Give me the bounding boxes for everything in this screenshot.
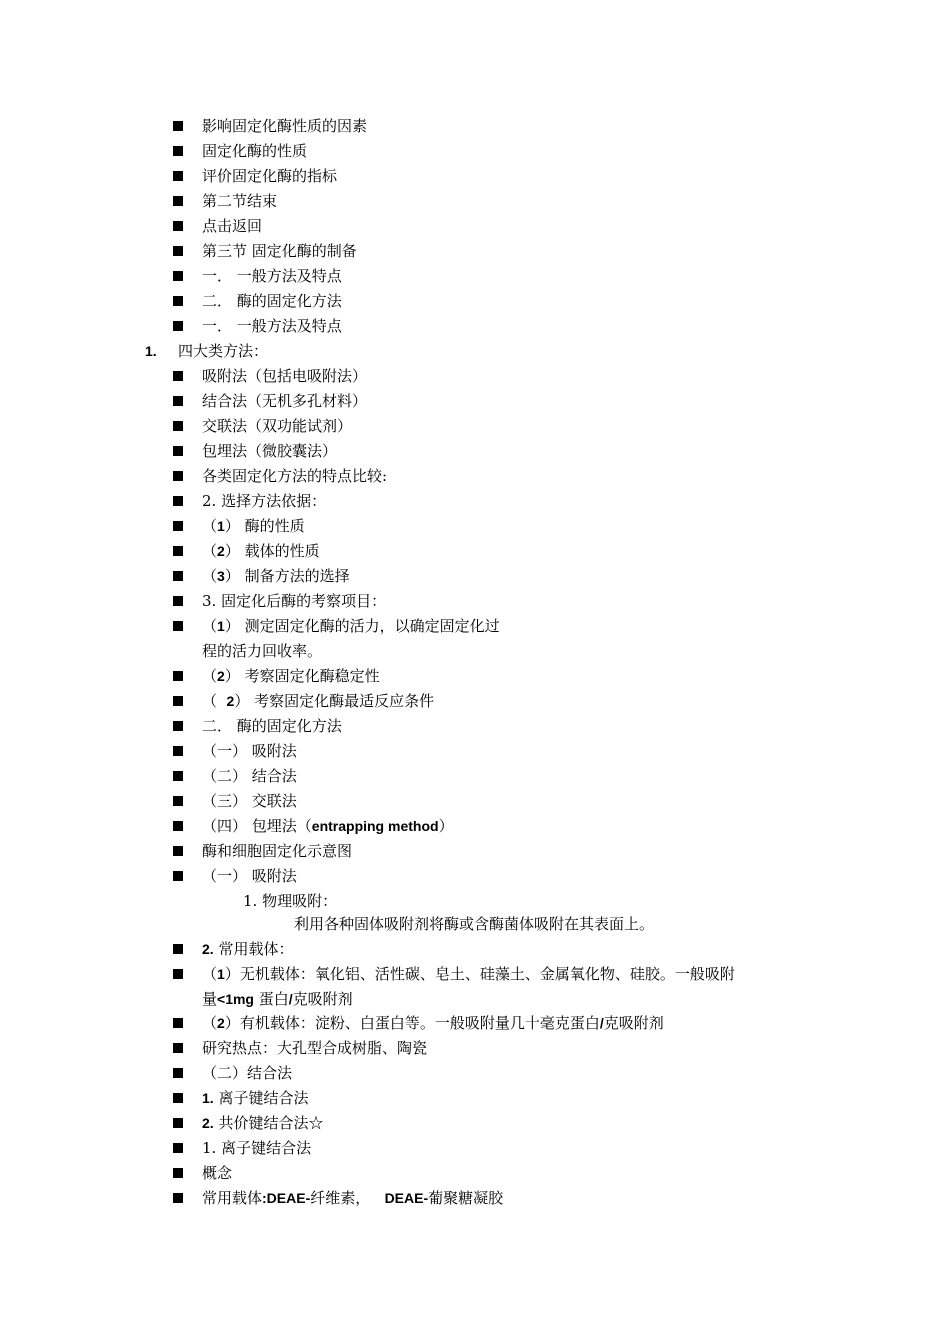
square-bullet-icon bbox=[173, 1143, 183, 1153]
document-page: 影响固定化酶性质的因素 固定化酶的性质 评价固定化酶的指标 第二节结束 点击返回 第三节 固定化酶的制备 一． 一般方法及特点 二． 酶的固定化方法 一． 一般方法及特点 1. 四大类方法： 吸附法（包括电吸附法） 结合法（无机多孔材料） 交联法（双功能试剂） 包埋法（微胶囊法） 各类固定化方法的特点比较: 2. 选择方法依据： （1） 酶的性质 （2） 载体的性质 （3） 制备方法的选择 3. 固定化后酶的考察项目： （1） 测定固定化酶的活力，以确定固定化过 程的活力回收率。 （2） 考察固定化酶稳定性 （ 2） 考察固定化酶最适反应条件 二． 酶的固定化方法 （一） 吸附法 （二） 结合法 （三） 交联法 （四） 包埋法（entrapping method） 酶和细胞固定化示意图 （一） 吸附法 1. 物理吸附： 利用各种固体吸附剂将酶或含酶菌体吸附在其表面上。 2. 常用载体： （1）无机载体：氧化铝、活性碳、皂土、硅藻土、金属氧化物、硅胶。一般吸附 量<1mg 蛋白/克吸附剂 （2）有机载体：淀粉、白蛋白等。一般吸附量几十毫克蛋白/克吸附剂 研究热点：大孔型合成树脂、陶瓷 （二）结合法 1. 离子键结合法 2. 共价键结合法☆ 1. 离子键结合法 概念 常用载体:DEAE-纤维素， DEAE-葡聚糖凝胶 bbox=[145, 117, 735, 1207]
square-bullet-icon bbox=[173, 196, 183, 206]
square-bullet-icon bbox=[173, 746, 183, 756]
square-bullet-icon bbox=[173, 846, 183, 856]
square-bullet-icon bbox=[173, 1068, 183, 1078]
square-bullet-icon bbox=[173, 871, 183, 881]
square-bullet-icon bbox=[173, 571, 183, 581]
square-bullet-icon bbox=[173, 171, 183, 181]
square-bullet-icon bbox=[173, 771, 183, 781]
square-bullet-icon bbox=[173, 396, 183, 406]
square-bullet-icon bbox=[173, 1168, 183, 1178]
square-bullet-icon bbox=[173, 944, 183, 954]
square-bullet-icon bbox=[173, 821, 183, 831]
square-bullet-icon bbox=[173, 721, 183, 731]
square-bullet-icon bbox=[173, 696, 183, 706]
square-bullet-icon bbox=[173, 1018, 183, 1028]
square-bullet-icon bbox=[173, 246, 183, 256]
square-bullet-icon bbox=[173, 796, 183, 806]
square-bullet-icon bbox=[173, 621, 183, 631]
square-bullet-icon bbox=[173, 1118, 183, 1128]
square-bullet-icon bbox=[173, 969, 183, 979]
square-bullet-icon bbox=[173, 1043, 183, 1053]
square-bullet-icon bbox=[173, 671, 183, 681]
square-bullet-icon bbox=[173, 596, 183, 606]
square-bullet-icon bbox=[173, 271, 183, 281]
square-bullet-icon bbox=[173, 221, 183, 231]
heading-text: 四大类方法： bbox=[178, 342, 269, 360]
square-bullet-icon bbox=[173, 146, 183, 156]
heading-number: 1. bbox=[145, 343, 157, 359]
square-bullet-icon bbox=[173, 496, 183, 506]
square-bullet-icon bbox=[173, 121, 183, 131]
square-bullet-icon bbox=[173, 546, 183, 556]
square-bullet-icon bbox=[173, 421, 183, 431]
square-bullet-icon bbox=[173, 521, 183, 531]
square-bullet-icon bbox=[173, 371, 183, 381]
square-bullet-icon bbox=[173, 321, 183, 331]
square-bullet-icon bbox=[173, 296, 183, 306]
square-bullet-icon bbox=[173, 1193, 183, 1203]
square-bullet-icon bbox=[173, 1093, 183, 1103]
square-bullet-icon bbox=[173, 446, 183, 456]
square-bullet-icon bbox=[173, 471, 183, 481]
